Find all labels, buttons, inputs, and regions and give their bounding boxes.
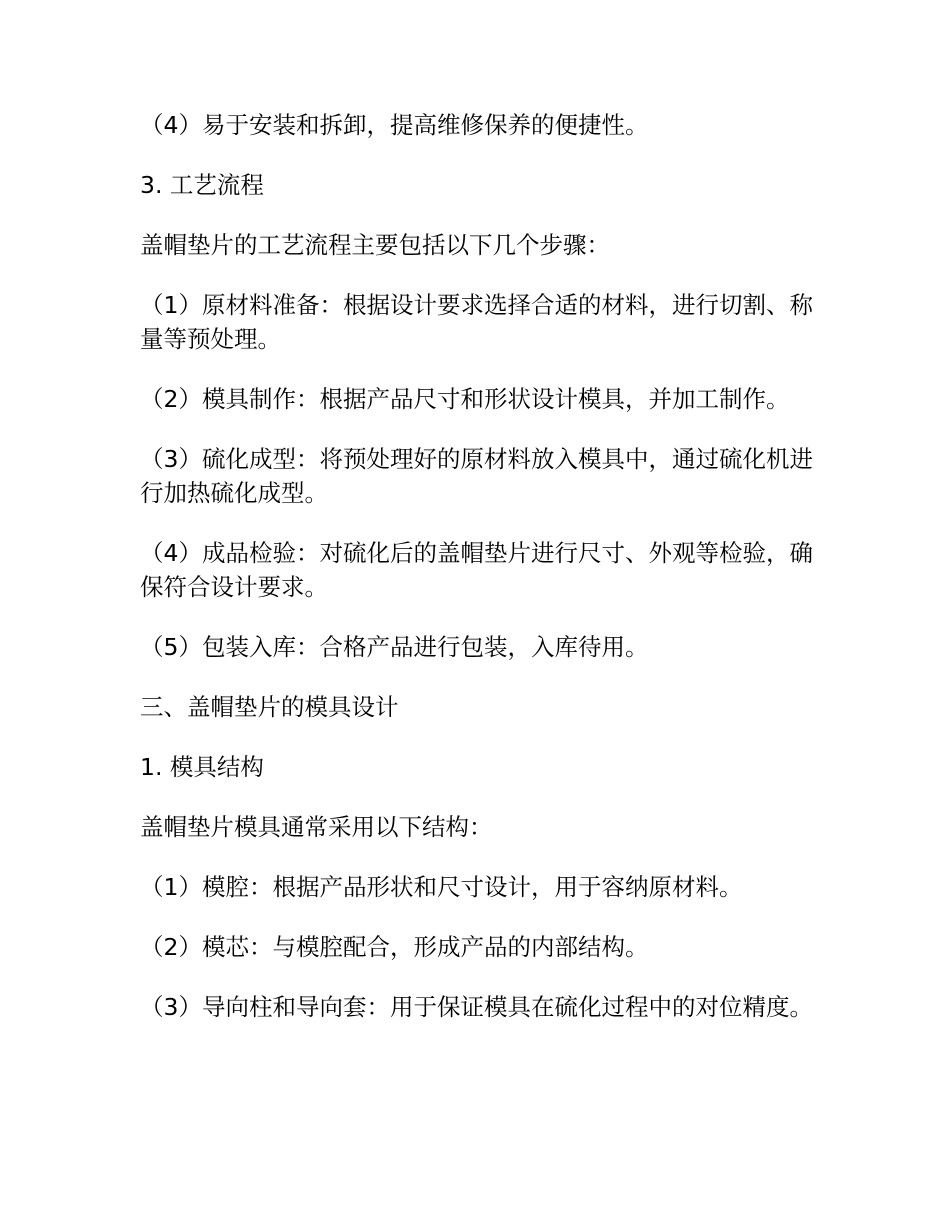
step-packaging: （5）包装入库：合格产品进行包装，入库待用。: [140, 633, 649, 661]
chapter-heading-mold-design: 三、盖帽垫片的模具设计: [140, 693, 399, 721]
step-mold-making: （2）模具制作：根据产品尺寸和形状设计模具，并加工制作。: [140, 385, 790, 413]
structure-core: （2）模芯：与模腔配合，形成产品的内部结构。: [140, 933, 649, 961]
mold-structure-intro: 盖帽垫片模具通常采用以下结构：: [140, 813, 493, 841]
process-intro: 盖帽垫片的工艺流程主要包括以下几个步骤：: [140, 231, 610, 259]
list-item-easy-install: （4）易于安装和拆卸，提高维修保养的便捷性。: [140, 111, 649, 139]
structure-guide-pillar: （3）导向柱和导向套：用于保证模具在硫化过程中的对位精度。: [140, 993, 813, 1021]
step-raw-material: （1）原材料准备：根据设计要求选择合适的材料，进行切割、称量等预处理。: [140, 291, 813, 353]
section-heading-process-flow: 3. 工艺流程: [140, 171, 264, 199]
step-inspection: （4）成品检验：对硫化后的盖帽垫片进行尺寸、外观等检验，确保符合设计要求。: [140, 539, 813, 601]
structure-cavity: （1）模腔：根据产品形状和尺寸设计，用于容纳原材料。: [140, 873, 743, 901]
document-body: [140, 108, 820, 1050]
step-vulcanization: （3）硫化成型：将预处理好的原材料放入模具中，通过硫化机进行加热硫化成型。: [140, 445, 813, 507]
section-heading-mold-structure: 1. 模具结构: [140, 753, 264, 781]
